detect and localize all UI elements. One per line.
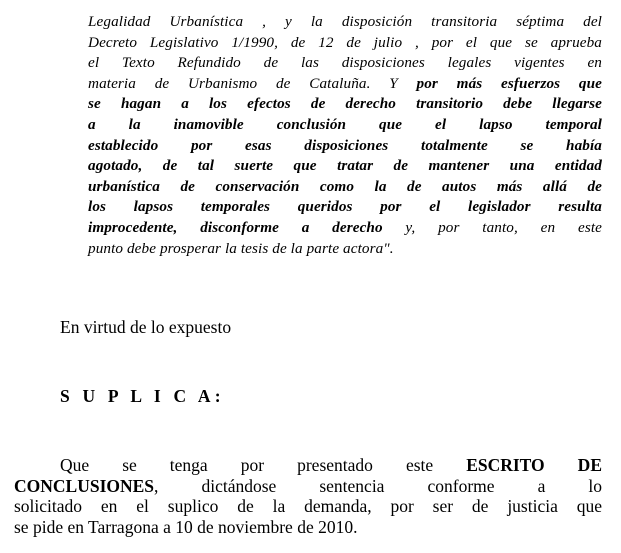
quote-line <box>88 218 602 239</box>
closing-text: se pide en Tarragona a 10 de noviembre de 2010. <box>14 516 358 537</box>
quote-text: Decreto Legislativo 1/1990, de 12 de julio , por el que se aprueba <box>88 33 602 51</box>
closing-text: Que se tenga por presentado este <box>60 455 467 475</box>
quote-bold-text: por más esfuerzos que <box>416 74 602 92</box>
quote-line <box>88 94 602 115</box>
quote-line <box>88 115 602 136</box>
closing-text: solicitado en el suplico de la demanda, por ser de justicia que <box>14 496 602 516</box>
quote-line <box>88 177 602 198</box>
quote-text: Legalidad Urbanística , y la disposición transitoria séptima del <box>88 13 602 30</box>
quote-bold-text: los lapsos temporales queridos por el legislador resulta <box>88 198 602 216</box>
suplica-heading: S U P L I C A: <box>60 386 225 406</box>
closing-request-paragraph <box>14 455 602 537</box>
quote-bold-text: urbanística de conservación como la de autos más allá de <box>88 177 602 195</box>
quote-text: y, por tanto, en este <box>382 218 602 236</box>
quote-line <box>88 156 602 177</box>
closing-line <box>14 496 602 517</box>
quote-text: el Texto Refundido de las disposiciones legales vigentes en <box>88 54 602 72</box>
closing-bold-text: CONCLUSIONES <box>14 475 155 496</box>
quote-line <box>88 197 602 218</box>
closing-line <box>14 455 602 476</box>
quote-bold-text: se hagan a los efectos de derecho transitorio debe llegarse <box>88 95 602 113</box>
quote-text: materia de Urbanismo de Cataluña. Y <box>88 74 417 92</box>
quote-text: punto debe prosperar la tesis de la parte actora". <box>88 239 394 257</box>
quote-line <box>88 53 602 74</box>
transition-phrase: En virtud de lo expuesto <box>60 317 232 337</box>
quoted-judgment-excerpt <box>88 12 602 259</box>
quote-line <box>88 136 602 157</box>
quote-bold-text: improcedente, disconforme a derecho <box>88 218 383 236</box>
quote-line <box>88 33 602 54</box>
quote-line <box>88 12 602 33</box>
quote-line <box>88 239 602 260</box>
quote-bold-text: establecido por esas disposiciones totalmente se había <box>88 136 602 154</box>
closing-text: , dictándose sentencia conforme a lo <box>154 475 602 496</box>
closing-bold-text: ESCRITO DE <box>466 455 602 475</box>
closing-line <box>14 476 602 497</box>
quote-bold-text: agotado, de tal suerte que tratar de mantener una entidad <box>88 157 602 175</box>
quote-bold-text: a la inamovible conclusión que el lapso temporal <box>88 115 602 133</box>
closing-line <box>14 517 602 538</box>
quote-line <box>88 74 602 95</box>
